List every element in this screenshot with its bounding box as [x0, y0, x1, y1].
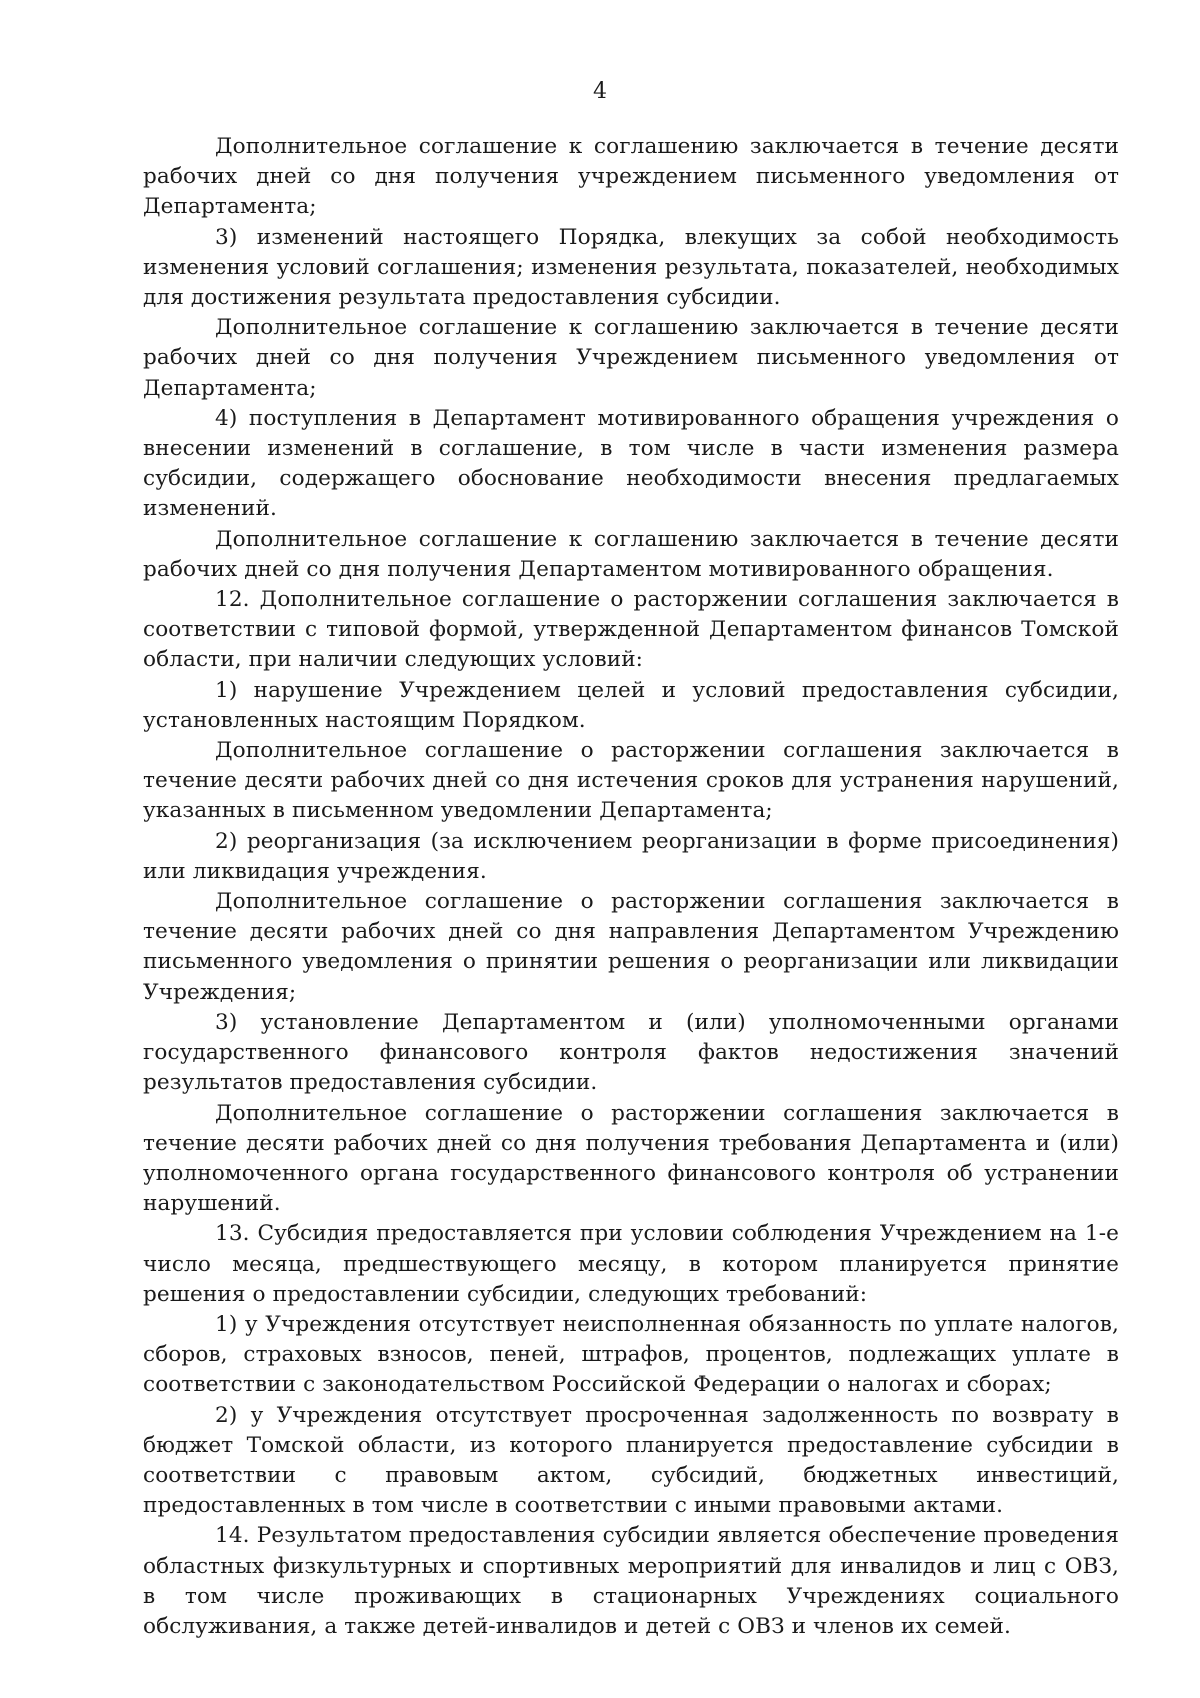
paragraph: 1) нарушение Учреждением целей и условий предоставления субсидии, установленных настоящим Порядком.: [143, 677, 1119, 733]
paragraph: Дополнительное соглашение о расторжении соглашения заключается в течение десяти рабочих дней со дня истечения сроков для устранения нарушений, указанных в письменном уведомлении Департамента;: [143, 738, 1119, 824]
paragraph: 12. Дополнительное соглашение о расторжении соглашения заключается в соответствии с типовой формой, утвержденной Департаментом финансов Томской области, при наличии следующих условий:: [143, 587, 1119, 673]
paragraph: Дополнительное соглашение к соглашению заключается в течение десяти рабочих дней со дня получения учреждением письменного уведомления от Департамента;: [143, 134, 1119, 220]
paragraph: Дополнительное соглашение о расторжении соглашения заключается в течение десяти рабочих дней со дня получения требования Департамента и (или) уполномоченного органа государственного финансового контроля об устранении нарушений.: [143, 1100, 1119, 1217]
page-number: 4: [593, 79, 607, 104]
paragraph: 3) установление Департаментом и (или) уполномоченными органами государственного финансового контроля фактов недостижения значений результатов предоставления субсидии.: [143, 1009, 1119, 1096]
paragraph: 3) изменений настоящего Порядка, влекущих за собой необходимость изменения условий соглашения; изменения результата, показателей, необходимых для достижения результата предоставления субсидии.: [143, 224, 1119, 311]
paragraph: 1) у Учреждения отсутствует неисполненная обязанность по уплате налогов, сборов, страховых взносов, пеней, штрафов, процентов, подлежащих уплате в соответствии с законодательством Российской Федерации о налогах и сборах;: [143, 1311, 1119, 1398]
paragraph: Дополнительное соглашение о расторжении соглашения заключается в течение десяти рабочих дней со дня направления Департаментом Учреждению письменного уведомления о принятии решения о реорганизации или ликвидации Учреждения;: [143, 889, 1119, 1005]
paragraph: Дополнительное соглашение к соглашению заключается в течение десяти рабочих дней со дня получения Учреждением письменного уведомления от Департамента;: [143, 315, 1119, 401]
paragraph: 2) у Учреждения отсутствует просроченная задолженность по возврату в бюджет Томской области, из которого планируется предоставление субсидии в соответствии с правовым актом, субсидий, бюджетных инвестиций, предоставленных в том числе в соответствии с иными правовыми актами.: [143, 1402, 1119, 1519]
document-body: [143, 132, 1119, 1642]
paragraph: 2) реорганизация (за исключением реорганизации в форме присоединения) или ликвидация учреждения.: [143, 828, 1119, 884]
paragraph: 13. Субсидия предоставляется при условии соблюдения Учреждением на 1-е число месяца, предшествующего месяцу, в котором планируется принятие решения о предоставлении субсидии, следующих требований:: [143, 1221, 1119, 1307]
paragraph: Дополнительное соглашение к соглашению заключается в течение десяти рабочих дней со дня получения Департаментом мотивированного обращения.: [143, 526, 1119, 582]
paragraph: 14. Результатом предоставления субсидии является обеспечение проведения областных физкультурных и спортивных мероприятий для инвалидов и лиц с ОВЗ, в том числе проживающих в стационарных Учреждениях социального обслуживания, а также детей-инвалидов и детей с ОВЗ и членов их семей.: [143, 1523, 1119, 1639]
paragraph: 4) поступления в Департамент мотивированного обращения учреждения о внесении изменений в соглашение, в том числе в части изменения размера субсидии, содержащего обоснование необходимости внесения предлагаемых изменений.: [143, 405, 1119, 522]
